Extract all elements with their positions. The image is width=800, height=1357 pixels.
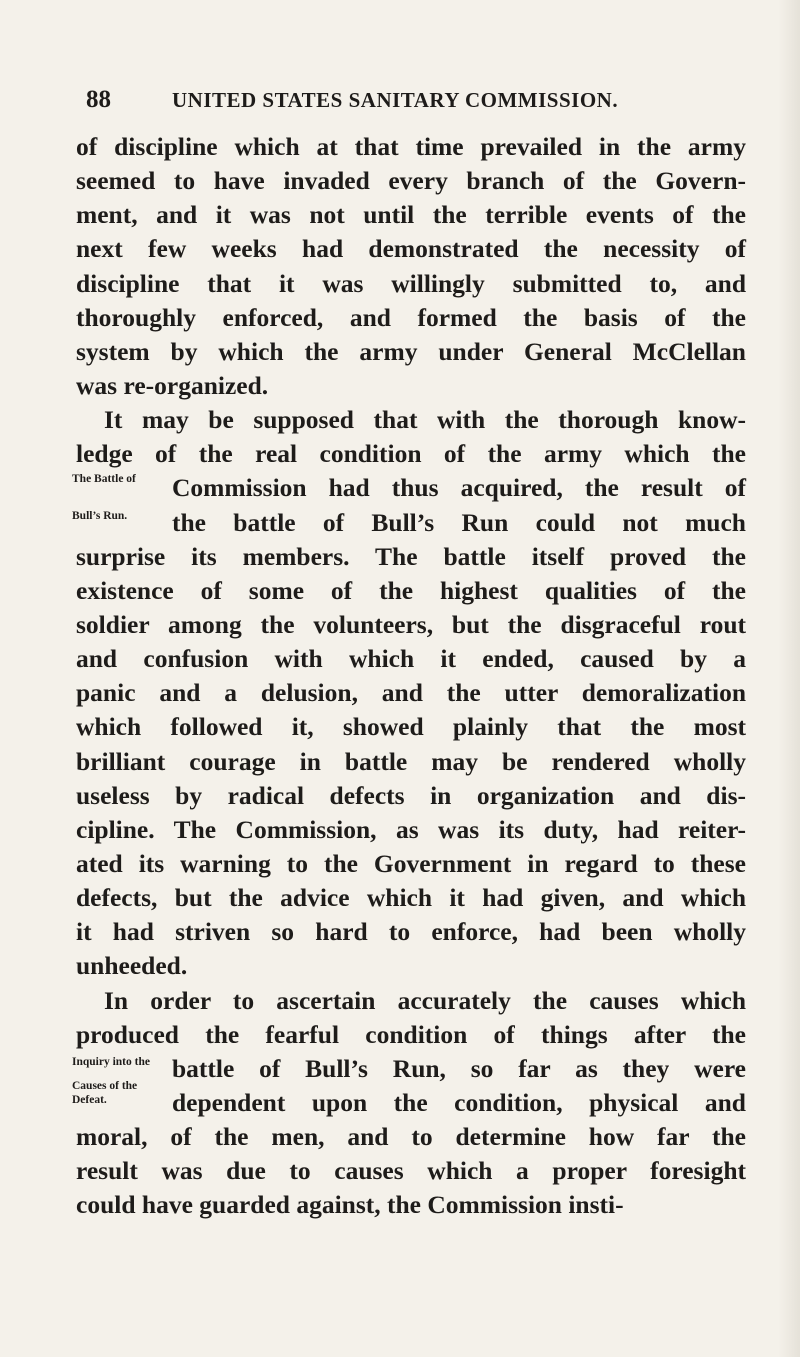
text-line-with-note [72,506,746,540]
text-line: result was due to causes which a proper foresight [76,1156,746,1186]
text-line: it had striven so hard to enforce, had been wholly [76,917,746,947]
text-line: seemed to have invaded every branch of the Govern- [76,166,746,196]
text-line-with-note [72,1052,746,1086]
text-line: was re-organized. [76,370,269,400]
margin-note-inquiry: Inquiry into the [72,1055,150,1068]
margin-note-battle-2: Bull’s Run. [72,509,128,522]
text-line: discipline that it was willingly submitted to, and [76,268,746,298]
running-head: UNITED STATES SANITARY COMMISSION. [172,88,619,112]
text-line-with-note [72,471,746,505]
text-line: ledge of the real condition of the army which the [76,439,746,469]
text-line: system by which the army under General McClellan [76,336,746,366]
text-line: existence of some of the highest qualities of the [76,575,746,605]
page-number: 88 [86,86,111,113]
margin-note-battle: The Battle of [72,473,136,486]
text-line: soldier among the volunteers, but the disgraceful rout [76,609,746,639]
text-line: In order to ascertain accurately the causes which [104,985,746,1015]
text-line: moral, of the men, and to determine how far the [76,1122,746,1152]
text-line: thoroughly enforced, and formed the basis of the [76,302,746,332]
text-line: defects, but the advice which it had given, and which [76,883,746,913]
text-line: produced the fearful condition of things after the [76,1019,746,1049]
text-line: ment, and it was not until the terrible events of the [76,200,746,230]
text-line: of discipline which at that time prevailed in the army [76,132,746,161]
text-line: unheeded. [76,951,188,981]
text-line: and confusion with which it ended, caused by a [76,644,746,674]
text-line: brilliant courage in battle may be rendered wholly [76,746,746,776]
text-line: which followed it, showed plainly that the most [76,712,746,742]
body-text [72,130,746,1223]
text-line: useless by radical defects in organization and dis- [76,780,746,810]
page-header [86,86,726,120]
text-line: next few weeks had demonstrated the necessity of [76,234,746,264]
text-line: surprise its members. The battle itself proved the [76,541,746,571]
margin-note-inquiry-3: Defeat. [72,1093,107,1106]
margin-note-inquiry-2: Causes of the [72,1079,138,1092]
text-line: ated its warning to the Government in regard to these [76,848,746,878]
text-line: could have guarded against, the Commission insti- [76,1190,624,1220]
text-line-content: dependent upon the condition, physical and [172,1087,746,1117]
page-edge-shadow [778,0,800,1357]
text-line-content: battle of Bull’s Run, so far as they were [172,1053,746,1083]
text-line: It may be supposed that with the thorough know- [104,405,746,435]
text-line-with-note [72,1079,746,1120]
text-line: cipline. The Commission, as was its duty, had reiter- [76,814,746,844]
text-line-content: the battle of Bull’s Run could not much [172,507,746,537]
text-line-content: Commission had thus acquired, the result of [172,473,746,503]
text-line: panic and a delusion, and the utter demoralization [76,678,746,708]
